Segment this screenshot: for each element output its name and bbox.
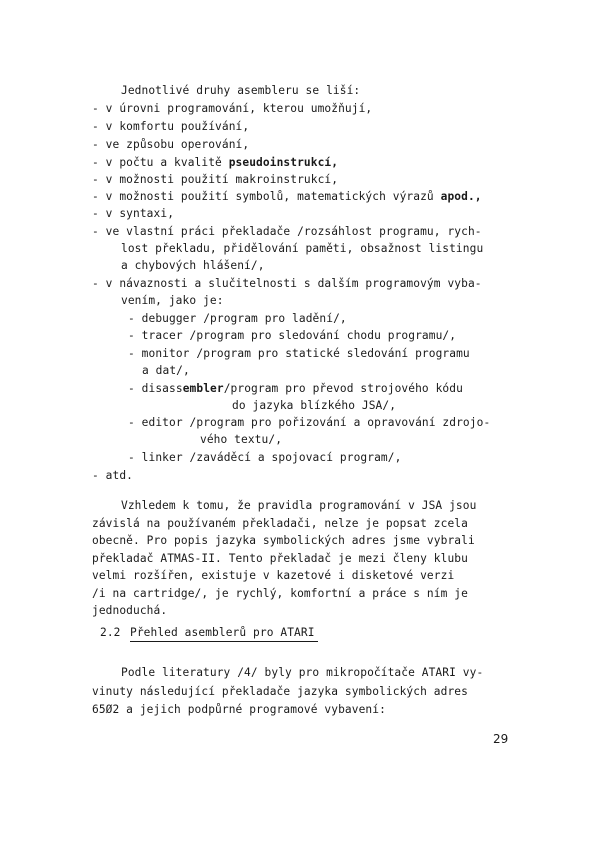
paragraph-line: závislá na používaném překladači, nelze je popsat zcela bbox=[92, 517, 468, 530]
list-item-text: - v počtu a kvalitě bbox=[92, 156, 229, 169]
list-item: - ve způsobu operování, bbox=[92, 138, 250, 151]
sublist-item-text: - disass bbox=[128, 382, 183, 395]
sublist-item-continuation: a dat/, bbox=[142, 364, 190, 377]
list-item: - ve vlastní práci překladače /rozsáhlost programu, rych- bbox=[92, 225, 482, 238]
paragraph-line: obecně. Pro popis jazyka symbolických adres jsme vybrali bbox=[92, 534, 475, 547]
list-item-continuation: vením, jako je: bbox=[121, 294, 224, 307]
paragraph-line: jednoduchá. bbox=[92, 604, 168, 617]
sublist-item-text: /program pro převod strojového kódu bbox=[223, 382, 463, 395]
paragraph-line: /i na cartridge/, je rychlý, komfortní a práce s ním je bbox=[92, 587, 468, 600]
list-item bbox=[92, 190, 482, 204]
list-item: - v návaznosti a slučitelnosti s dalším programovým vyba- bbox=[92, 277, 482, 290]
list-item bbox=[92, 156, 338, 170]
sublist-item: - monitor /program pro statické sledování programu bbox=[128, 347, 470, 360]
paragraph-line: Vzhledem k tomu, že pravidla programování v JSA jsou bbox=[121, 499, 477, 512]
section-title: Přehled asemblerů pro ATARI bbox=[130, 626, 315, 639]
list-item-continuation: lost překladu, přidělování paměti, obsažnost listingu bbox=[121, 242, 484, 255]
bold-term: embler bbox=[182, 382, 224, 395]
list-item-atd: - atd. bbox=[92, 469, 134, 482]
paragraph-line: velmi rozšířen, existuje v kazetové i disketové verzi bbox=[92, 569, 455, 582]
sublist-item-continuation: vého textu/, bbox=[200, 433, 283, 446]
list-item: - v možnosti použití makroinstrukcí, bbox=[92, 173, 339, 186]
list-item: - v úrovni programování, kterou umožňují, bbox=[92, 102, 373, 115]
section-title-underline bbox=[130, 641, 318, 642]
paragraph-line: 65Ø2 a jejich podpůrné programové vybavení: bbox=[92, 703, 386, 716]
sublist-item: - editor /program pro pořizování a opravování zdrojo- bbox=[128, 416, 491, 429]
list-item: - v syntaxi, bbox=[92, 207, 175, 220]
sublist-item-continuation: do jazyka blízkého JSA/, bbox=[232, 399, 397, 412]
paragraph-line: vinuty následující překladače jazyka symbolických adres bbox=[92, 685, 468, 698]
page-number: 29 bbox=[493, 732, 509, 746]
list-item-continuation: a chybových hlášení/, bbox=[121, 259, 265, 272]
sublist-item: - debugger /program pro ladění/, bbox=[128, 312, 347, 325]
sublist-item bbox=[128, 382, 463, 396]
section-number: 2.2 bbox=[100, 626, 121, 639]
sublist-item: - tracer /program pro sledování chodu programu/, bbox=[128, 329, 457, 342]
paragraph-line: Podle literatury /4/ byly pro mikropočítače ATARI vy- bbox=[121, 666, 484, 679]
bold-term: apod., bbox=[440, 190, 482, 203]
sublist-item: - linker /zaváděcí a spojovací program/, bbox=[128, 451, 402, 464]
list-item-text: - v možnosti použití symbolů, matematických výrazů bbox=[92, 190, 441, 203]
bold-term: pseudoinstrukcí, bbox=[228, 156, 339, 169]
list-item: - v komfortu používání, bbox=[92, 120, 250, 133]
intro-line: Jednotlivé druhy asembleru se liší: bbox=[121, 84, 361, 97]
paragraph-line: překladač ATMAS-II. Tento překladač je mezi členy klubu bbox=[92, 552, 468, 565]
